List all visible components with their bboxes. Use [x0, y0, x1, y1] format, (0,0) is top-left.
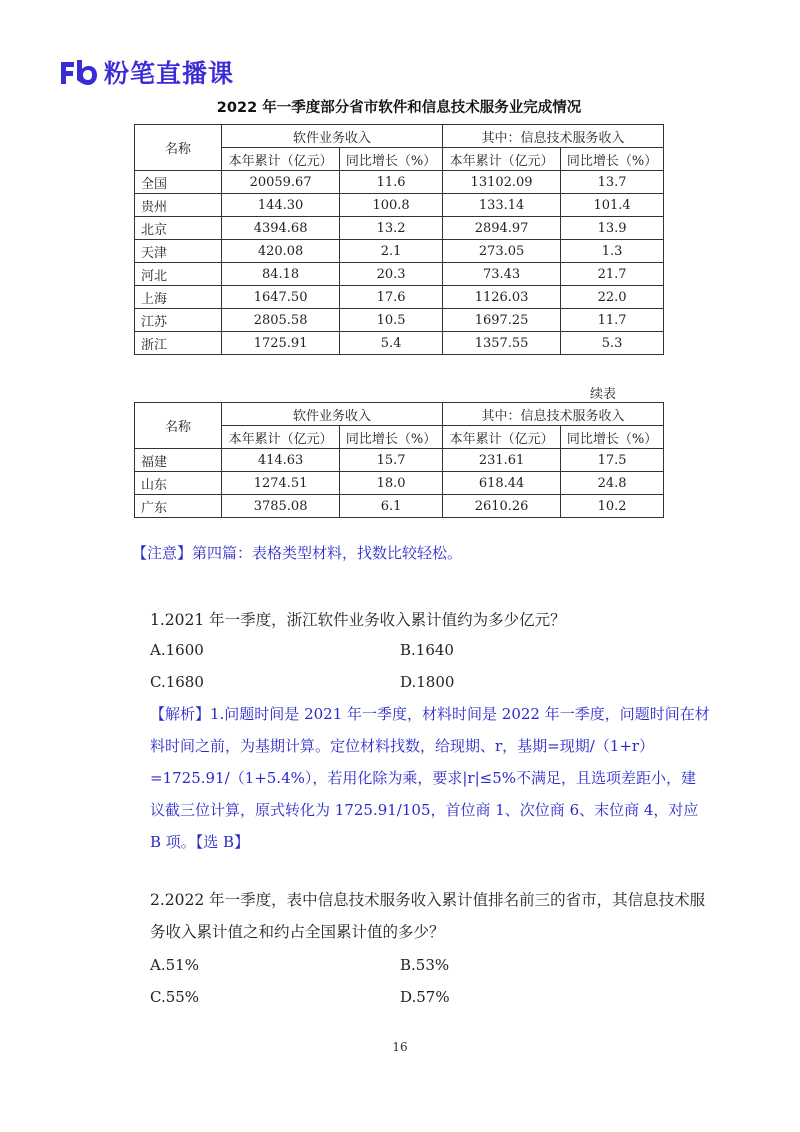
q1-option-b: B.1640: [400, 641, 454, 659]
header-software: 软件业务收入: [222, 403, 443, 426]
note-text: 【注意】第四篇：表格类型材料，找数比较轻松。: [132, 544, 463, 562]
q2-option-d: D.57%: [400, 988, 450, 1006]
region-cell: 上海: [135, 286, 222, 309]
value-cell: 5.3: [561, 332, 664, 355]
value-cell: 21.7: [561, 263, 664, 286]
question-2: 2.2022 年一季度，表中信息技术服务收入累计值排名前三的省市，其信息技术服务收入累计值之和约占全国累计值的多少？: [150, 891, 706, 941]
header-cumulative: 本年累计（亿元）: [442, 426, 560, 449]
value-cell: 2805.58: [222, 309, 340, 332]
value-cell: 15.7: [340, 449, 443, 472]
q2-option-b: B.53%: [400, 956, 450, 974]
value-cell: 13.9: [561, 217, 664, 240]
value-cell: 101.4: [561, 194, 664, 217]
header-growth: 同比增长（%）: [340, 148, 443, 171]
q1-option-c: C.1680: [150, 673, 204, 691]
q2-option-c: C.55%: [150, 988, 200, 1006]
table-row: [135, 495, 664, 518]
table-row: [135, 240, 664, 263]
question-1: 1.2021 年一季度，浙江软件业务收入累计值约为多少亿元？: [150, 611, 566, 629]
value-cell: 618.44: [442, 472, 560, 495]
header-cumulative: 本年累计（亿元）: [222, 426, 340, 449]
header-cumulative: 本年累计（亿元）: [222, 148, 340, 171]
value-cell: 1126.03: [442, 286, 560, 309]
value-cell: 13102.09: [442, 171, 560, 194]
continued-label: 续表: [590, 387, 617, 402]
table-row: [135, 309, 664, 332]
table-row: [135, 286, 664, 309]
value-cell: 1.3: [561, 240, 664, 263]
value-cell: 420.08: [222, 240, 340, 263]
value-cell: 414.63: [222, 449, 340, 472]
table-row: [135, 449, 664, 472]
region-cell: 广东: [135, 495, 222, 518]
header-name: 名称: [135, 125, 222, 171]
header-cumulative: 本年累计（亿元）: [442, 148, 560, 171]
data-table-continued: [134, 402, 664, 518]
value-cell: 5.4: [340, 332, 443, 355]
value-cell: 100.8: [340, 194, 443, 217]
header-it-service: 其中：信息技术服务收入: [442, 125, 663, 148]
table-row: [135, 332, 664, 355]
q2-option-a: A.51%: [150, 956, 199, 974]
value-cell: 13.7: [561, 171, 664, 194]
header-software: 软件业务收入: [222, 125, 443, 148]
region-cell: 全国: [135, 171, 222, 194]
value-cell: 17.6: [340, 286, 443, 309]
value-cell: 1697.25: [442, 309, 560, 332]
table-row: [135, 217, 664, 240]
region-cell: 浙江: [135, 332, 222, 355]
region-cell: 江苏: [135, 309, 222, 332]
value-cell: 20.3: [340, 263, 443, 286]
value-cell: 2894.97: [442, 217, 560, 240]
value-cell: 1274.51: [222, 472, 340, 495]
region-cell: 福建: [135, 449, 222, 472]
brand-name: 粉笔直播课: [104, 59, 235, 88]
value-cell: 11.7: [561, 309, 664, 332]
value-cell: 133.14: [442, 194, 560, 217]
value-cell: 6.1: [340, 495, 443, 518]
region-cell: 北京: [135, 217, 222, 240]
q1-option-a: A.1600: [150, 641, 204, 659]
value-cell: 3785.08: [222, 495, 340, 518]
value-cell: 10.2: [561, 495, 664, 518]
page-number: 16: [392, 1040, 408, 1054]
brand-logo: [58, 54, 234, 90]
region-cell: 山东: [135, 472, 222, 495]
value-cell: 24.8: [561, 472, 664, 495]
data-table-main: [134, 124, 664, 355]
value-cell: 11.6: [340, 171, 443, 194]
value-cell: 2.1: [340, 240, 443, 263]
value-cell: 13.2: [340, 217, 443, 240]
value-cell: 1357.55: [442, 332, 560, 355]
value-cell: 10.5: [340, 309, 443, 332]
value-cell: 231.61: [442, 449, 560, 472]
table-row: [135, 194, 664, 217]
value-cell: 2610.26: [442, 495, 560, 518]
header-growth: 同比增长（%）: [340, 426, 443, 449]
value-cell: 4394.68: [222, 217, 340, 240]
value-cell: 20059.67: [222, 171, 340, 194]
header-name: 名称: [135, 403, 222, 449]
value-cell: 22.0: [561, 286, 664, 309]
value-cell: 73.43: [442, 263, 560, 286]
value-cell: 17.5: [561, 449, 664, 472]
fb-logo-icon: [58, 58, 98, 86]
table-row: [135, 171, 664, 194]
value-cell: 18.0: [340, 472, 443, 495]
region-cell: 贵州: [135, 194, 222, 217]
region-cell: 天津: [135, 240, 222, 263]
header-growth: 同比增长（%）: [561, 426, 664, 449]
analysis-text: 【解析】1.问题时间是 2021 年一季度，材料时间是 2022 年一季度，问题时间在材料时间之前，为基期计算。定位材料找数，给现期、r，基期=现期/（1+r）=1725.91/（1+5.4%），若用化除为乘，要求|r|≤5%不满足，且选项差距小，建议截三位计算，原式转化为 1725.91/105，首位商 1、次位商 6、末位商 4，对应 B 项。【选 B】: [150, 705, 710, 851]
value-cell: 84.18: [222, 263, 340, 286]
region-cell: 河北: [135, 263, 222, 286]
header-growth: 同比增长（%）: [561, 148, 664, 171]
table-row: [135, 472, 664, 495]
value-cell: 1647.50: [222, 286, 340, 309]
q1-option-d: D.1800: [400, 673, 455, 691]
value-cell: 1725.91: [222, 332, 340, 355]
value-cell: 144.30: [222, 194, 340, 217]
table-row: [135, 263, 664, 286]
header-it-service: 其中：信息技术服务收入: [442, 403, 663, 426]
value-cell: 273.05: [442, 240, 560, 263]
table-title: 2022 年一季度部分省市软件和信息技术服务业完成情况: [216, 100, 582, 116]
